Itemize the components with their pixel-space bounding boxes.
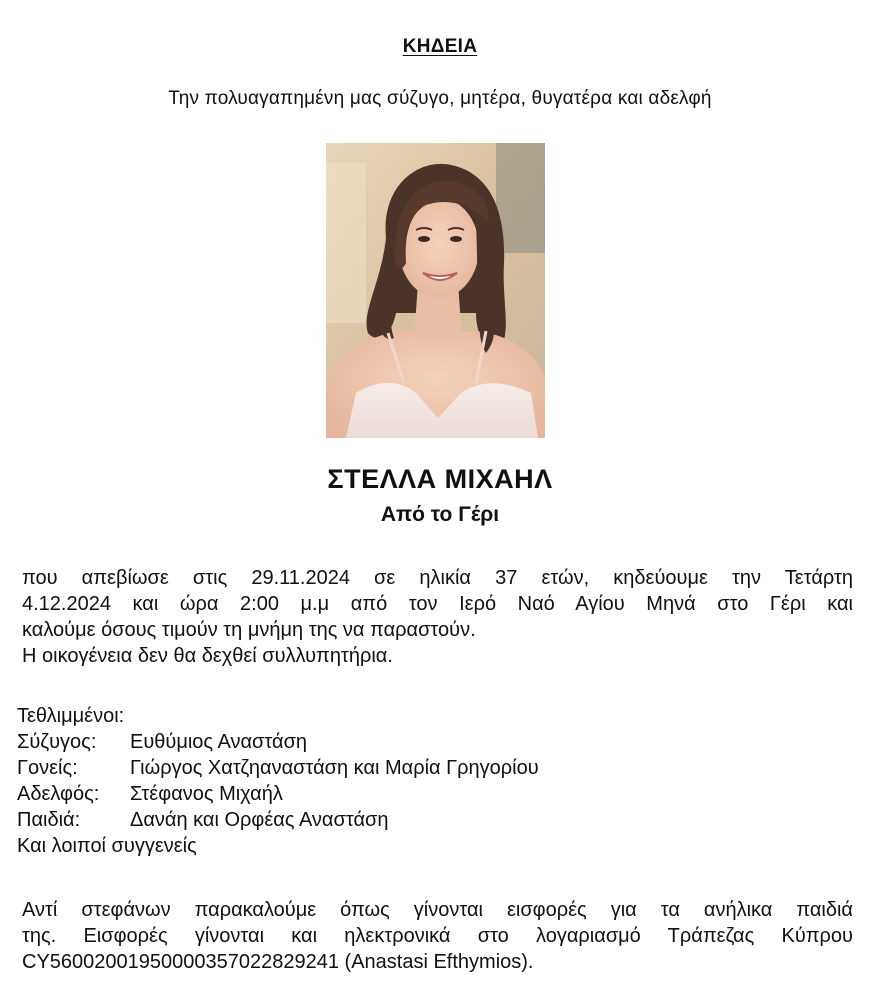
mourner-value: Γιώργος Χατζηαναστάση και Μαρία Γρηγορίου xyxy=(130,757,539,779)
announcement-line: Η οικογένεια δεν θα δεχθεί συλλυπητήρια. xyxy=(22,645,393,667)
mourners-title: Τεθλιμμένοι: xyxy=(17,705,125,727)
notice-subtitle: Την πολυαγαπημένη μας σύζυγο, μητέρα, θυγατέρα και αδελφή xyxy=(168,88,712,109)
mourner-label: Αδελφός: xyxy=(17,783,100,805)
mourner-row-children xyxy=(17,807,539,833)
announcement-paragraph xyxy=(22,565,853,669)
mourner-value: Ευθύμιος Αναστάση xyxy=(130,731,308,753)
announcement-line: καλούμε όσους τιμούν τη μνήμη της να παραστούν. xyxy=(22,619,476,641)
mourner-label: Σύζυγος: xyxy=(17,731,97,753)
donation-line: Αντί στεφάνων παρακαλούμε όπως γίνονται εισφορές για τα ανήλικα παιδιά xyxy=(22,899,853,921)
mourner-value: Στέφανος Μιχαήλ xyxy=(130,783,283,805)
announcement-line: 4.12.2024 και ώρα 2:00 μ.μ από τον Ιερό Ναό Αγίου Μηνά στο Γέρι και xyxy=(22,593,853,615)
mourners-list xyxy=(17,703,539,859)
mourner-value: Δανάη και Ορφέας Αναστάση xyxy=(130,809,389,831)
donation-line: CY56002001950000357022829241 (Anastasi Efthymios). xyxy=(22,951,534,973)
mourner-row-spouse xyxy=(17,729,539,755)
mourners-footer: Και λοιποί συγγενείς xyxy=(17,835,197,857)
deceased-name: ΣΤΕΛΛΑ ΜΙΧΑΗΛ xyxy=(327,464,553,494)
notice-heading: ΚΗΔΕΙΑ xyxy=(402,36,478,57)
mourner-row-brother xyxy=(17,781,539,807)
mourner-label: Γονείς: xyxy=(17,757,78,779)
donation-line: της. Εισφορές γίνονται και ηλεκτρονικά στο λογαριασμό Τράπεζας Κύπρου xyxy=(22,925,853,947)
announcement-line: που απεβίωσε στις 29.11.2024 σε ηλικία 37 ετών, κηδεύουμε την Τετάρτη xyxy=(22,567,853,589)
deceased-origin: Από το Γέρι xyxy=(380,503,500,526)
donation-paragraph xyxy=(22,897,853,975)
portrait-photo xyxy=(326,143,545,438)
mourner-row-parents xyxy=(17,755,539,781)
portrait-illustration xyxy=(326,143,545,438)
mourner-label: Παιδιά: xyxy=(17,809,81,831)
